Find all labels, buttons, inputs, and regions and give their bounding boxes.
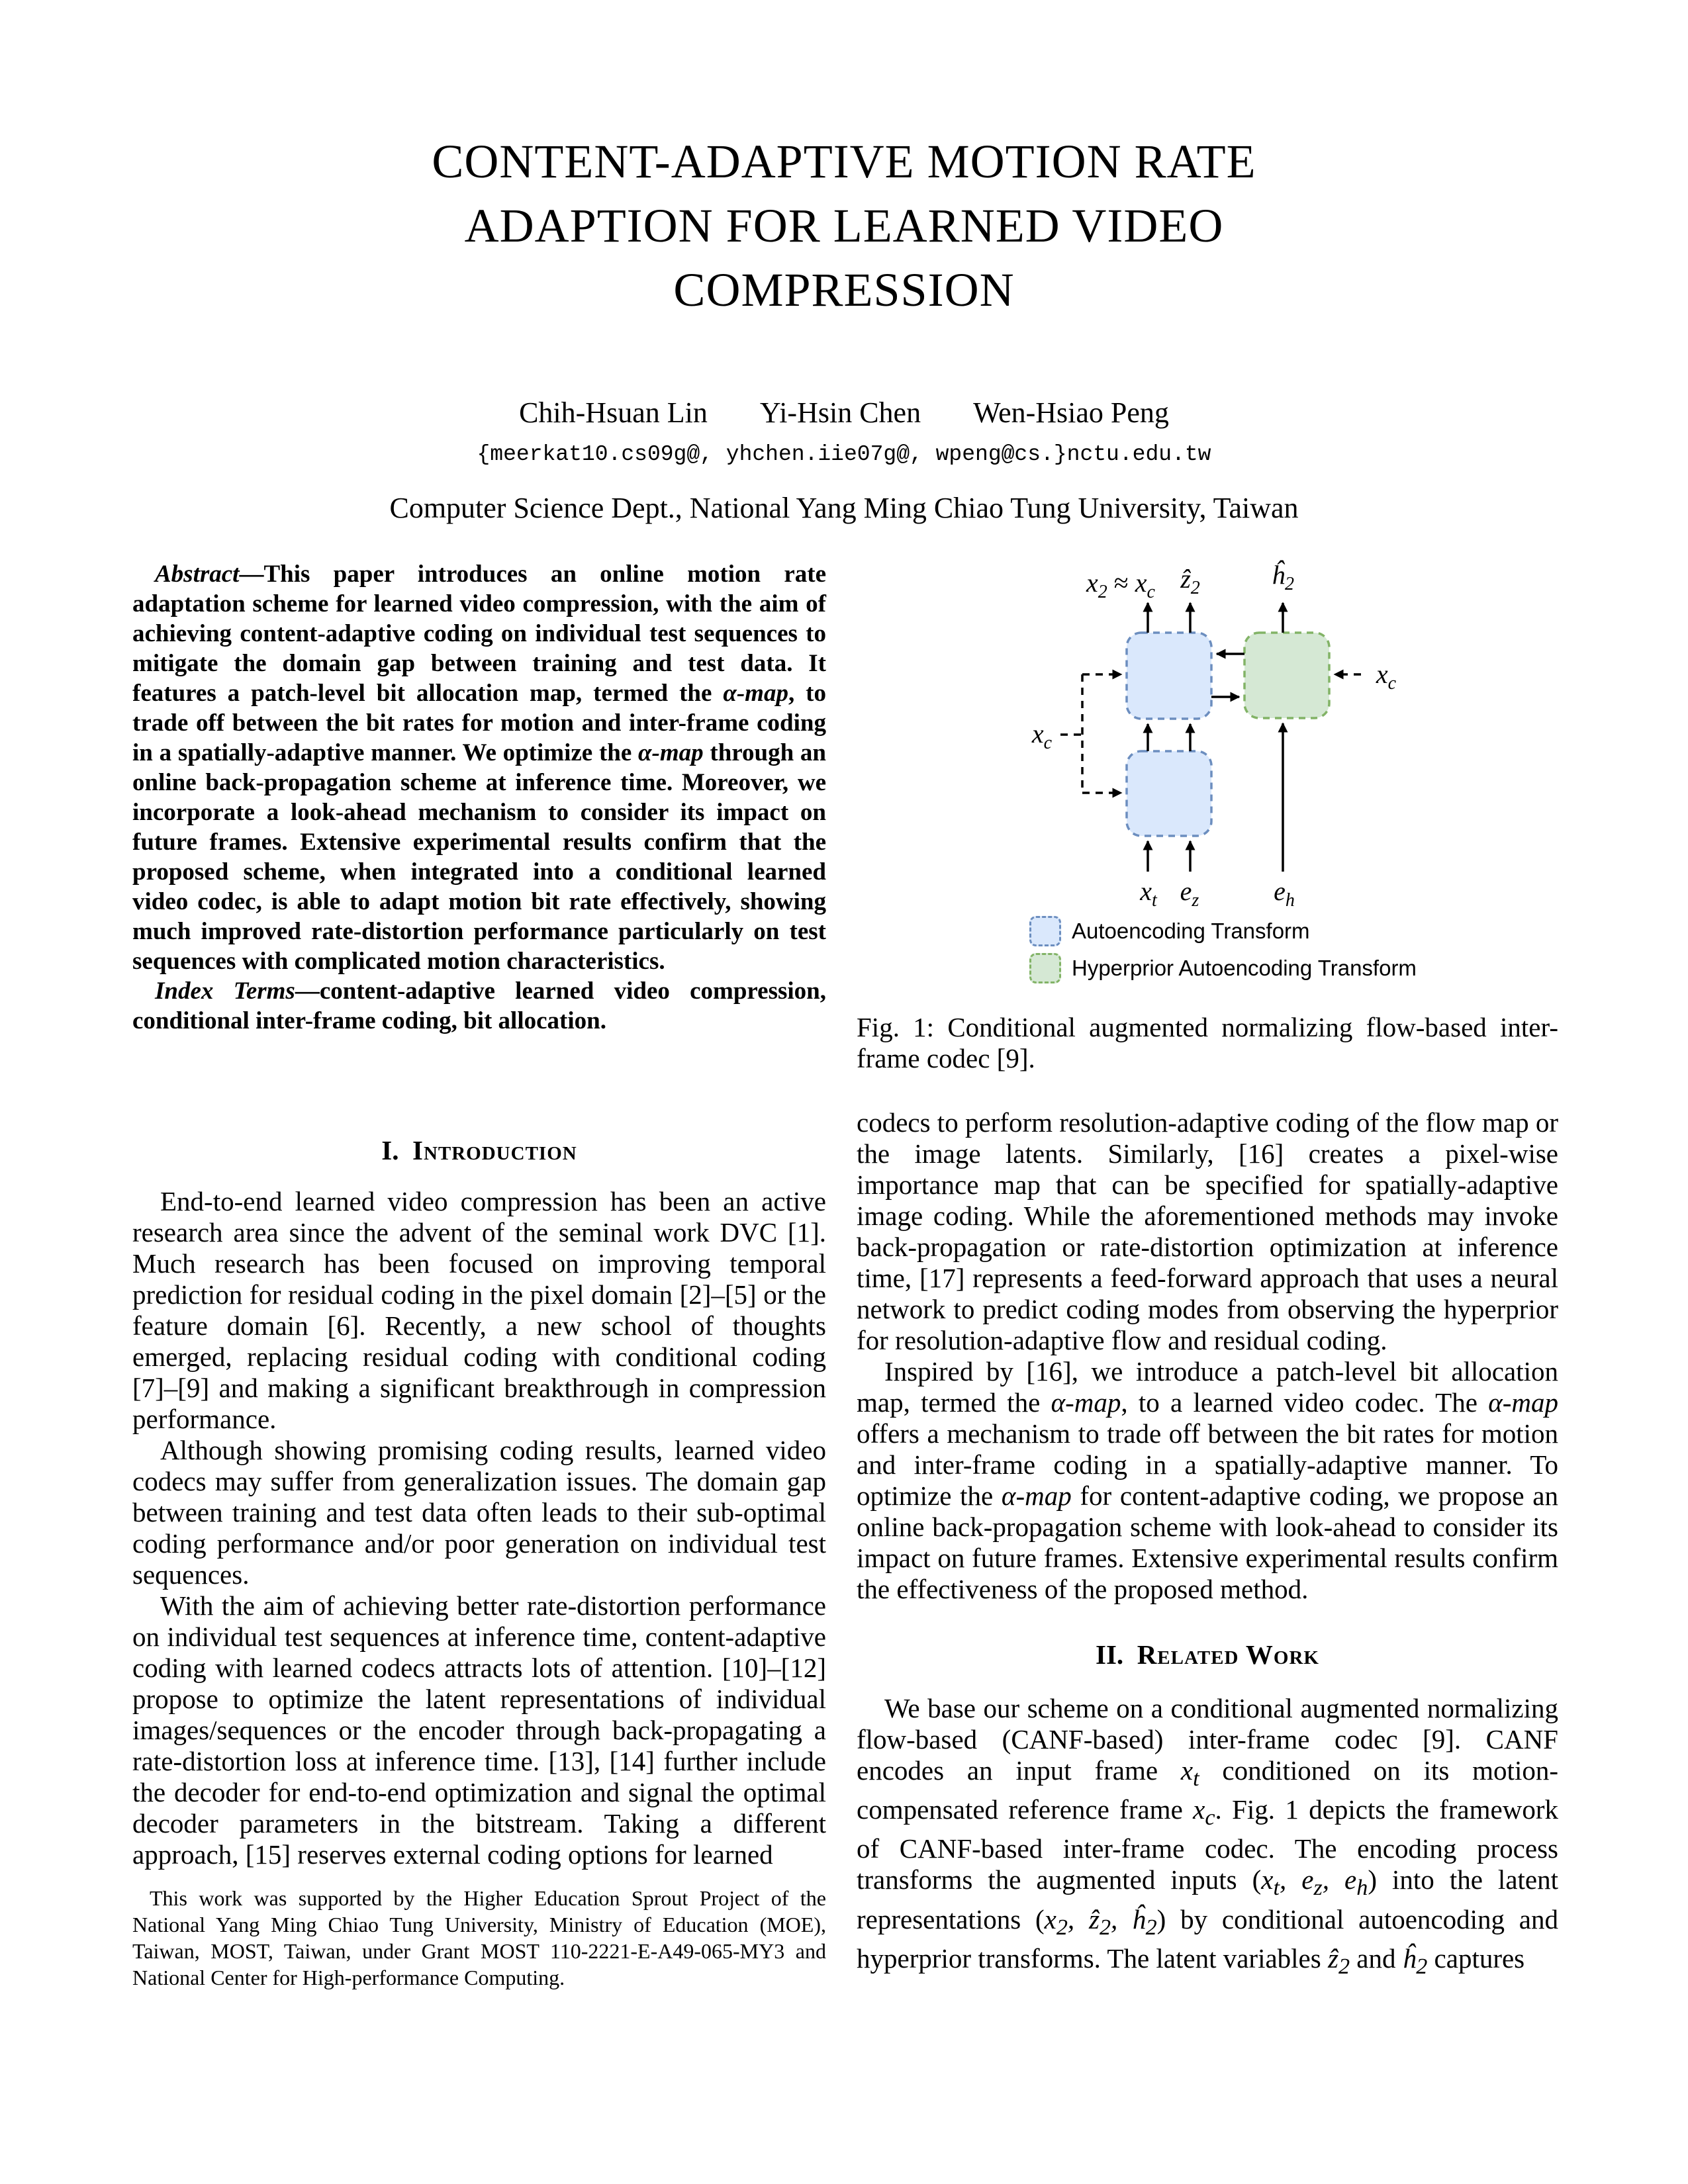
figure-label-h2hat: $ĥ_2$ bbox=[1272, 560, 1294, 594]
figure-label-x2-approx-xc: $x_2 \approx x_c$ bbox=[1086, 568, 1155, 602]
legend-label: Autoencoding Transform bbox=[1072, 919, 1310, 943]
legend-row-autoencoding bbox=[1029, 915, 1310, 946]
hyperprior-transform-box bbox=[1244, 633, 1329, 718]
figure-label-xt: $x_t$ bbox=[1140, 876, 1157, 911]
author-name: Wen-Hsiao Peng bbox=[973, 396, 1169, 429]
left-column bbox=[132, 559, 826, 1870]
figure-label-xc-left: $x_c$ bbox=[1031, 719, 1053, 753]
figure-label-z2hat: ẑ$_2$ bbox=[1180, 564, 1200, 598]
title-line-2: ADAPTION FOR LEARNED VIDEO bbox=[464, 199, 1224, 252]
section-heading-related-work: II. Related Work bbox=[1096, 1639, 1319, 1670]
inspired-paragraph: Inspired by [16], we introduce a patch-level bit allocation map, termed the α-map, to a learned video codec. The α-map offers a mechanism to trade off between the bit rates for motion and inter-frame coding in a spatially-adaptive manner. To optimize the α-map for content-adaptive coding, we propose an online back-propagation scheme with look-ahead to consider its impact on future frames. Extensive experimental results confirm the effectiveness of the proposed method. bbox=[857, 1356, 1558, 1604]
figure-1 bbox=[960, 559, 1423, 991]
figure-label-ez: $e_z$ bbox=[1180, 876, 1199, 911]
title-line-3: COMPRESSION bbox=[673, 263, 1015, 316]
author-name: Yi-Hsin Chen bbox=[759, 396, 921, 429]
author-emails: {meerkat10.cs09g@, yhchen.iie07g@, wpeng@cs.}nctu.edu.tw bbox=[477, 442, 1211, 467]
legend-swatch-blue bbox=[1029, 916, 1061, 946]
legend-label: Hyperprior Autoencoding Transform bbox=[1072, 956, 1417, 980]
right-column bbox=[857, 559, 1558, 1982]
author-list bbox=[0, 396, 1688, 430]
autoencoding-transform-box-top bbox=[1127, 633, 1211, 719]
related-work-paragraph-1: We base our scheme on a conditional augmented normalizing flow-based (CANF-based) inter-frame codec [9]. CANF encodes an input frame $x_t$ conditioned on its motion-compensated reference frame $x_c$. Fig. 1 depicts the framework of CANF-based inter-frame codec. The encoding process transforms the augmented inputs ($x_t$, $e_z$, $e_h$) into the latent representations ($x_2$, ẑ$_2$, $ĥ_2$) by conditional autoencoding and hyperprior transforms. The latent variables ẑ$_2$ and $ĥ_2$ captures bbox=[857, 1693, 1559, 1979]
paper-title bbox=[0, 130, 1688, 322]
legend-swatch-green bbox=[1029, 953, 1061, 983]
intro-paragraph-1: End-to-end learned video compression has been an active research area since the advent of the seminal work DVC [1]. Much research has been focused on improving temporal prediction for residual coding in the pixel domain [2]–[5] or the feature domain [6]. Recently, a new school of thoughts emerged, replacing residual coding with conditional coding [7]–[9] and making a significant breakthrough in compression performance. bbox=[132, 1186, 826, 1434]
section-heading-introduction: I. Introduction bbox=[381, 1135, 577, 1165]
intro-paragraph-3: With the aim of achieving better rate-distortion performance on individual test sequences at inference time, content-adaptive coding with learned codecs attracts lots of attention. [10]–[12] propose to optimize the latent representations of individual images/sequences or the encoder through back-propagating a rate-distortion loss at inference time. [13], [14] further include the decoder for end-to-end optimization and signal the optimal decoder parameters in the bitstream. Taking a different approach, [15] reserves external coding options for learned bbox=[132, 1590, 826, 1870]
autoencoding-transform-box-bottom bbox=[1127, 751, 1211, 836]
abstract: Abstract—This paper introduces an online motion rate adaptation scheme for learned video compression, with the aim of achieving content-adaptive coding on individual test sequences to mitigate the domain gap between training and test data. It features a patch-level bit allocation map, termed the α-map, to trade off between the bit rates for motion and inter-frame coding in a spatially-adaptive manner. We optimize the α-map through an online back-propagation scheme at inference time. Moreover, we incorporate a look-ahead mechanism to consider its impact on future frames. Extensive experimental results confirm that the proposed scheme, when integrated into a conditional learned video codec, is able to adapt motion bit rate effectively, showing much improved rate-distortion performance particularly on test sequences with complicated motion characteristics. bbox=[132, 561, 827, 975]
figure-label-xc-right: $x_c$ bbox=[1376, 659, 1397, 694]
support-footnote: This work was supported by the Higher Education Sprout Project of the National Yang Ming Chiao Tung University, Ministry of Education (MOE), Taiwan, MOST, Taiwan, under Grant MOST 110-2221-E-A49-065-MY3 and National Center for High-performance Computing. bbox=[132, 1886, 826, 1989]
author-name: Chih-Hsuan Lin bbox=[519, 396, 708, 429]
index-terms: Index Terms—content-adaptive learned video compression, conditional inter-frame coding, bit allocation. bbox=[132, 978, 826, 1034]
intro-paragraph-2: Although showing promising coding results, learned video codecs may suffer from generalization issues. The domain gap between training and test data often leads to their sub-optimal coding performance and/or poor generation on individual test sequences. bbox=[132, 1435, 826, 1590]
figure-label-eh: $e_h$ bbox=[1274, 876, 1295, 911]
figure-1-caption: Fig. 1: Conditional augmented normalizing flow-based inter-frame codec [9]. bbox=[857, 1012, 1558, 1073]
legend-row-hyperprior bbox=[1029, 952, 1417, 983]
affiliation: Computer Science Dept., National Yang Ming Chiao Tung University, Taiwan bbox=[389, 492, 1299, 524]
title-line-1: CONTENT-ADAPTIVE MOTION RATE bbox=[432, 135, 1256, 188]
continuation-paragraph: codecs to perform resolution-adaptive coding of the flow map or the image latents. Similarly, [16] creates a pixel-wise importance map that can be specified for spatially-adaptive image coding. While the aforementioned methods may invoke back-propagation or rate-distortion optimization at inference time, [17] represents a feed-forward approach that uses a neural network to predict coding modes from observing the hyperprior for resolution-adaptive flow and residual coding. bbox=[857, 1107, 1558, 1355]
